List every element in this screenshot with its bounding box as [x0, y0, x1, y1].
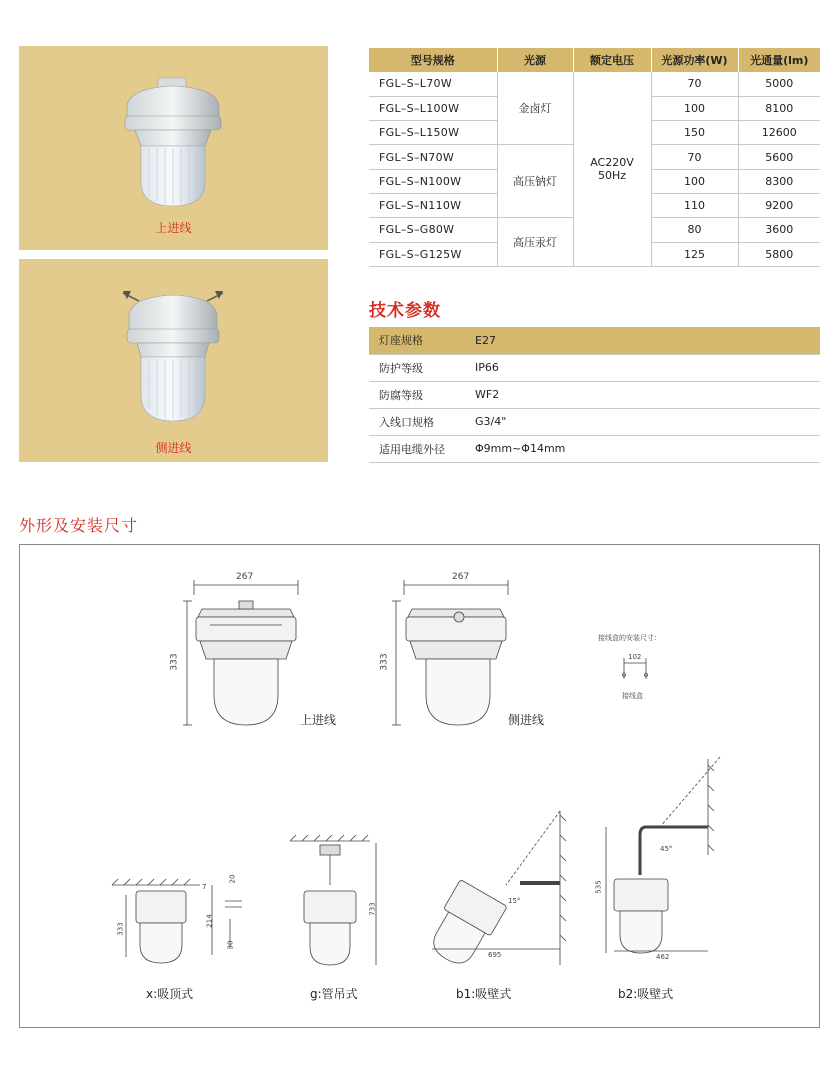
cell-power: 100 [651, 169, 738, 193]
product-photo-side-entry [19, 259, 328, 462]
dim-b2-angle: 45° [660, 845, 673, 853]
label-wall-mount-b1: b1:吸壁式 [456, 987, 512, 1001]
param-value: WF2 [463, 381, 820, 408]
dim-g-733: 733 [368, 902, 377, 916]
cell-light-source: 高压钠灯 [497, 145, 573, 218]
cell-model: FGL–S–N110W [369, 193, 497, 217]
dim-x-333: 333 [116, 922, 125, 936]
cell-model: FGL–S–L100W [369, 96, 497, 120]
cell-power: 100 [651, 96, 738, 120]
junction-box-dim: 102 [628, 653, 642, 661]
cell-model: FGL–S–L150W [369, 121, 497, 145]
param-key: 防腐等级 [369, 381, 463, 408]
dim-side-height: 333 [379, 653, 390, 671]
param-value: Φ9mm~Φ14mm [463, 435, 820, 462]
label-top-entry: 上进线 [300, 713, 337, 727]
dim-b2-462: 462 [656, 953, 670, 961]
junction-box-note: 接线盒的安装尺寸： [598, 634, 661, 642]
cell-flux: 5600 [738, 145, 820, 169]
dim-b1-angle: 15° [508, 897, 521, 905]
spec-table [369, 48, 820, 267]
header-voltage: 额定电压 [573, 48, 651, 72]
dimensions-drawing-panel [19, 544, 820, 1028]
cell-model: FGL–S–N70W [369, 145, 497, 169]
junction-box-drawing [623, 658, 648, 679]
dim-b2-535: 535 [594, 880, 603, 894]
dimensions-title: 外形及安装尺寸 [19, 516, 139, 535]
header-light-source: 光源 [497, 48, 573, 72]
dim-top-height: 333 [169, 653, 180, 671]
cell-power: 80 [651, 218, 738, 242]
dim-side-width: 267 [452, 572, 470, 582]
dim-b1-695: 695 [488, 951, 502, 959]
tech-params-title: 技术参数 [369, 301, 441, 321]
drawing-wall-mount-b2 [606, 757, 720, 953]
param-key: 防护等级 [369, 354, 463, 381]
cell-model: FGL–S–G125W [369, 242, 497, 266]
cell-power: 150 [651, 121, 738, 145]
table-row [369, 354, 820, 381]
param-key: 适用电缆外径 [369, 435, 463, 462]
param-value: E27 [463, 327, 820, 354]
tech-params-table [369, 327, 820, 463]
table-row [369, 435, 820, 462]
cell-voltage [573, 72, 651, 266]
drawing-ceiling-mount [112, 879, 242, 963]
junction-box-label: 接线盒 [622, 692, 643, 700]
dim-x-7: 7 [202, 883, 207, 891]
param-value: G3/4" [463, 408, 820, 435]
cell-power: 70 [651, 72, 738, 96]
cell-flux: 5000 [738, 72, 820, 96]
param-key: 灯座规格 [369, 327, 463, 354]
drawing-side-entry [392, 580, 508, 725]
voltage-line1: AC220V [590, 155, 634, 169]
header-flux: 光通量(lm) [738, 48, 820, 72]
table-row [369, 381, 820, 408]
cell-light-source: 高压汞灯 [497, 218, 573, 267]
label-ceiling-mount: x:吸顶式 [146, 987, 194, 1001]
drawing-pipe-pendant [290, 835, 376, 965]
drawing-top-entry [183, 580, 298, 725]
spec-table-header [369, 48, 820, 72]
cell-flux: 8300 [738, 169, 820, 193]
caption-top-entry: 上进线 [155, 221, 192, 235]
product-photo-top-entry [19, 46, 328, 250]
cell-flux: 3600 [738, 218, 820, 242]
cell-flux: 8100 [738, 96, 820, 120]
header-model: 型号规格 [369, 48, 497, 72]
cell-flux: 5800 [738, 242, 820, 266]
param-key: 入线口规格 [369, 408, 463, 435]
cell-model: FGL–S–G80W [369, 218, 497, 242]
cell-light-source: 金卤灯 [497, 72, 573, 145]
label-pipe-pendant: g:管吊式 [310, 987, 358, 1001]
caption-side-entry: 侧进线 [155, 441, 192, 455]
dim-top-width: 267 [236, 572, 254, 582]
param-value: IP66 [463, 354, 820, 381]
voltage-line2: 50Hz [597, 168, 627, 182]
drawing-wall-mount-b1 [422, 811, 566, 972]
cell-flux: 9200 [738, 193, 820, 217]
header-power: 光源功率(W) [651, 48, 738, 72]
table-row [369, 327, 820, 354]
cell-power: 70 [651, 145, 738, 169]
table-row [369, 72, 820, 96]
dim-x-30: 30 [226, 940, 235, 950]
lamp-illustration-side [19, 259, 328, 462]
cell-flux: 12600 [738, 121, 820, 145]
cell-model: FGL–S–N100W [369, 169, 497, 193]
cell-power: 125 [651, 242, 738, 266]
cell-power: 110 [651, 193, 738, 217]
dim-x-214: 214 [205, 914, 214, 928]
cell-model: FGL–S–L70W [369, 72, 497, 96]
label-wall-mount-b2: b2:吸壁式 [618, 987, 674, 1001]
dim-x-20: 20 [228, 874, 237, 884]
technical-drawings [20, 545, 821, 1029]
label-side-entry: 侧进线 [508, 713, 545, 727]
table-row [369, 408, 820, 435]
